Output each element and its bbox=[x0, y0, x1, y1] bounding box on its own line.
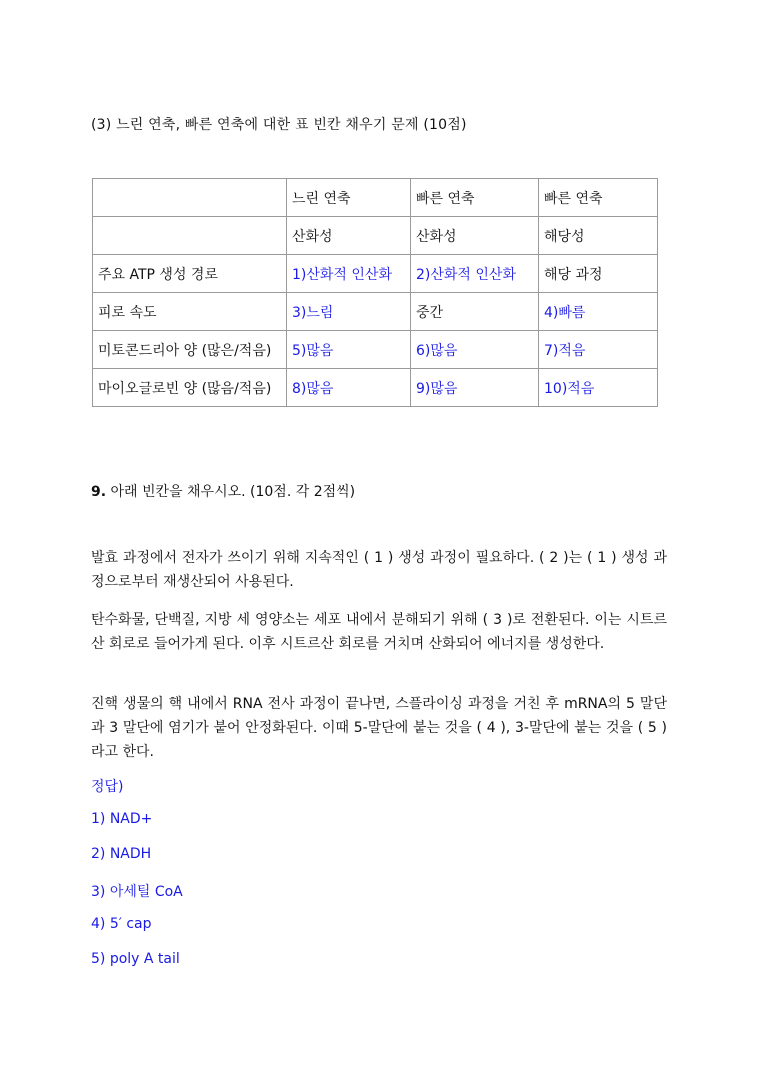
answer-item: 5) poly A tail bbox=[91, 951, 180, 967]
table-answer-cell: 10)적음 bbox=[539, 369, 658, 407]
table-answer-cell: 3)느림 bbox=[287, 293, 411, 331]
table-subheader-glycolytic: 해당성 bbox=[539, 217, 658, 255]
answer-item: 2) NADH bbox=[91, 846, 152, 862]
table-row bbox=[93, 369, 658, 407]
table-subheader-oxidative: 산화성 bbox=[411, 217, 539, 255]
table-answer-cell: 8)많음 bbox=[287, 369, 411, 407]
table-header-fast-twitch: 빠른 연축 bbox=[539, 179, 658, 217]
answer-item: 1) NAD+ bbox=[91, 811, 153, 827]
table-answer-cell: 1)산화적 인산화 bbox=[287, 255, 411, 293]
question-number: 9. bbox=[91, 484, 107, 500]
table-row bbox=[93, 255, 658, 293]
table-header-slow-twitch: 느린 연축 bbox=[287, 179, 411, 217]
table-header-fast-twitch: 빠른 연축 bbox=[411, 179, 539, 217]
answer-item: 4) 5′ cap bbox=[91, 916, 152, 932]
table-cell bbox=[93, 179, 287, 217]
table-row bbox=[93, 331, 658, 369]
table-row-label: 피로 속도 bbox=[93, 293, 287, 331]
question-paragraph: 발효 과정에서 전자가 쓰이기 위해 지속적인 ( 1 ) 생성 과정이 필요하다. ( 2 )는 ( 1 ) 생성 과정으로부터 재생산되어 사용된다. bbox=[91, 550, 667, 590]
table-answer-cell: 9)많음 bbox=[411, 369, 539, 407]
answer-label: 정답) bbox=[91, 779, 124, 795]
table-answer-cell: 7)적음 bbox=[539, 331, 658, 369]
table-row-label: 미토콘드리아 양 (많은/적음) bbox=[93, 331, 287, 369]
table-row bbox=[93, 179, 658, 217]
table-row-label: 마이오글로빈 양 (많음/적음) bbox=[93, 369, 287, 407]
table-cell bbox=[93, 217, 287, 255]
table-answer-cell: 6)많음 bbox=[411, 331, 539, 369]
table-answer-cell: 4)빠름 bbox=[539, 293, 658, 331]
table-row bbox=[93, 217, 658, 255]
muscle-fiber-table bbox=[92, 178, 658, 407]
question-title: 아래 빈칸을 채우시오. (10점. 각 2점씩) bbox=[110, 484, 356, 500]
question-paragraph: 진핵 생물의 핵 내에서 RNA 전사 과정이 끝나면, 스플라이싱 과정을 거친 후 mRNA의 5 말단과 3 말단에 염기가 붙어 안정화된다. 이때 5-말단에 붙는 것을 ( 4 ), 3-말단에 붙는 것을 ( 5 )라고 한다. bbox=[91, 696, 667, 760]
table-row-label: 주요 ATP 생성 경로 bbox=[93, 255, 287, 293]
table-subheader-oxidative: 산화성 bbox=[287, 217, 411, 255]
table-answer-cell: 5)많음 bbox=[287, 331, 411, 369]
table-cell: 해당 과정 bbox=[539, 255, 658, 293]
answer-item: 3) 아세틸 CoA bbox=[91, 884, 183, 900]
table-answer-cell: 2)산화적 인산화 bbox=[411, 255, 539, 293]
table-row bbox=[93, 293, 658, 331]
question-9-heading bbox=[91, 481, 355, 501]
section-3-heading: (3) 느린 연축, 빠른 연축에 대한 표 빈칸 채우기 문제 (10점) bbox=[91, 117, 467, 133]
table-cell: 중간 bbox=[411, 293, 539, 331]
question-paragraph: 탄수화물, 단백질, 지방 세 영양소는 세포 내에서 분해되기 위해 ( 3 )로 전환된다. 이는 시트르산 회로로 들어가게 된다. 이후 시트르산 회로를 거치며 산화되어 에너지를 생성한다. bbox=[91, 612, 667, 652]
